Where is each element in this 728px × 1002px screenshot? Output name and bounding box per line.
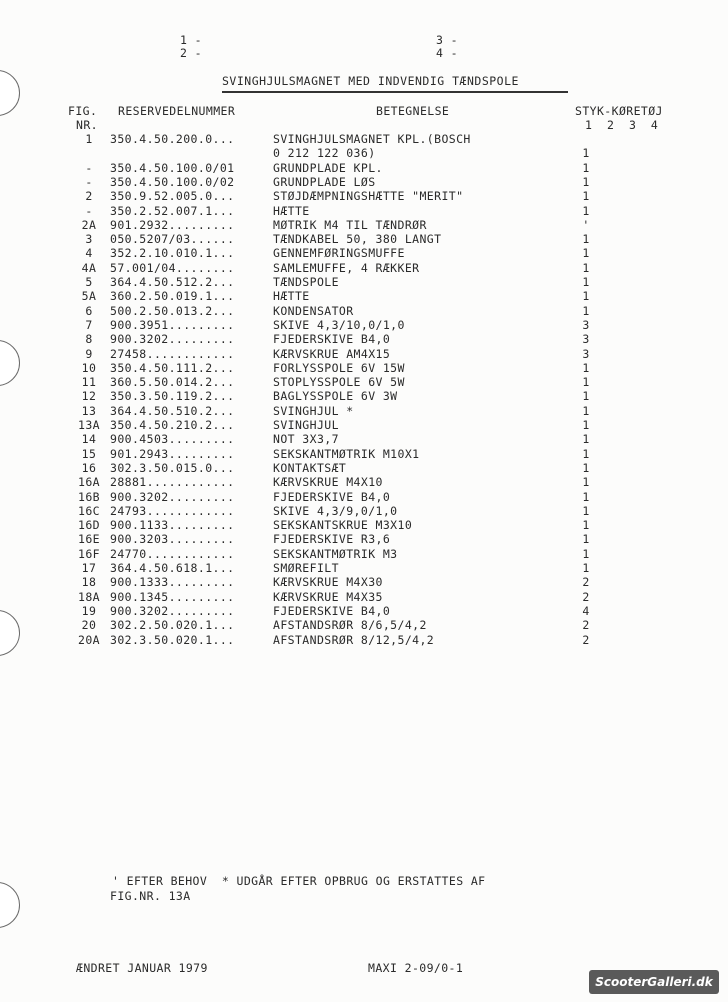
quantity: 1 [582, 246, 590, 261]
fig-number: 11 [81, 375, 97, 390]
fig-number: 8 [85, 332, 93, 347]
header-quantity: STYK-KØRETØJ [575, 104, 663, 118]
watermark-logo: ScooterGalleri.dk [589, 970, 719, 994]
fig-number: 7 [85, 317, 93, 332]
quantity: 1 [582, 418, 590, 432]
quantity: 2 [582, 632, 590, 647]
description: SKIVE 4,3/10,0/1,0 [273, 317, 405, 332]
part-number: 350.2.52.007.1... [110, 203, 235, 218]
description: FORLYSSPOLE 6V 15W [273, 360, 405, 375]
description: KÆRVSKRUE M4X30 [273, 575, 383, 590]
quantity: 1 [582, 389, 590, 404]
fig-number: 20A [78, 632, 100, 647]
quantity: 1 [582, 360, 590, 375]
table-row [0, 232, 728, 246]
page-title: SVINGHJULSMAGNET MED INDVENDIG TÆNDSPOLE [222, 74, 519, 88]
part-number: 302.3.50.015.0... [110, 460, 235, 475]
part-number: 350.4.50.111.2... [110, 360, 235, 375]
fig-number: 3 [85, 232, 93, 247]
part-number: 350.4.50.100.0/02 [110, 174, 235, 189]
description: SEKSKANTMØTRIK M3 [273, 546, 398, 561]
fig-number: 2A [81, 217, 97, 232]
part-number: 900.3202......... [110, 489, 235, 504]
table-row [0, 189, 728, 203]
table-row [0, 561, 728, 575]
description: STOPLYSSPOLE 6V 5W [273, 375, 405, 390]
fig-number: 16D [78, 518, 100, 533]
fig-number: 18 [81, 575, 97, 590]
footer-doc-code: MAXI 2-09/0-1 [368, 961, 464, 975]
table-row [0, 175, 728, 189]
table-row [0, 504, 728, 518]
part-number: 900.3202......... [110, 603, 235, 618]
quantity: 1 [582, 275, 590, 289]
quantity: 1 [582, 432, 590, 447]
quantity: 1 [582, 375, 590, 390]
table-row [0, 318, 728, 332]
header-fig-nr: NR. [76, 118, 98, 132]
part-number: 050.5207/03...... [110, 232, 235, 247]
table-row [0, 590, 728, 604]
part-number: 360.2.50.019.1... [110, 289, 235, 304]
table-row [0, 547, 728, 561]
part-number: 27458............ [110, 346, 235, 361]
fig-number: 13 [81, 403, 97, 418]
part-number: 364.4.50.510.2... [110, 403, 235, 418]
description: FJEDERSKIVE B4,0 [273, 332, 391, 347]
quantity: 1 [582, 160, 590, 175]
quantity: 1 [582, 503, 590, 518]
table-row [0, 404, 728, 418]
table-row [0, 490, 728, 504]
fig-number: 16B [78, 489, 100, 504]
table-row [0, 361, 728, 375]
punch-hole [0, 882, 20, 928]
fig-number: 15 [81, 446, 97, 461]
part-number: 57.001/04........ [110, 260, 235, 275]
table-row [0, 618, 728, 632]
quantity: 1 [582, 403, 590, 418]
description: STØJDÆMPNINGSHÆTTE "MERIT" [273, 189, 464, 204]
fig-number: 16 [81, 460, 97, 475]
quantity: 2 [582, 575, 590, 590]
part-number: 350.4.50.100.0/01 [110, 160, 235, 175]
table-row [0, 246, 728, 260]
quantity: 1 [582, 189, 590, 204]
fig-number: 6 [85, 303, 93, 318]
part-number: 360.5.50.014.2... [110, 375, 235, 390]
table-row [0, 347, 728, 361]
description: FJEDERSKIVE B4,0 [273, 489, 391, 504]
table-row [0, 204, 728, 218]
punch-hole [0, 70, 20, 116]
quantity: 2 [582, 618, 590, 633]
fig-number: 2 [85, 189, 93, 204]
quantity: 1 [582, 174, 590, 189]
description: SAMLEMUFFE, 4 RÆKKER [273, 260, 420, 275]
part-number: 302.2.50.020.1... [110, 618, 235, 633]
description: TÆNDKABEL 50, 380 LANGT [273, 232, 442, 247]
footnote-line-1: ' EFTER BEHOV * UDGÅR EFTER OPBRUG OG ERSTATTES AF [112, 874, 486, 888]
fig-number: 5 [85, 275, 93, 289]
description: SVINGHJUL [273, 418, 339, 432]
quantity: 1 [582, 232, 590, 247]
part-number: 900.3202......... [110, 332, 235, 347]
quantity: 1 [582, 546, 590, 561]
part-number: 28881............ [110, 475, 235, 490]
table-row [0, 332, 728, 346]
description: AFSTANDSRØR 8/12,5/4,2 [273, 632, 435, 647]
quantity: 1 [582, 532, 590, 547]
footnote-line-2: FIG.NR. 13A [110, 889, 191, 903]
page-ref-3: 3 - [436, 33, 458, 47]
page-ref-1: 1 - [180, 33, 202, 47]
table-row [0, 532, 728, 546]
part-number: 500.2.50.013.2... [110, 303, 235, 318]
description: NOT 3X3,7 [273, 432, 339, 447]
quantity: 1 [582, 475, 590, 490]
quantity: ' [582, 217, 590, 232]
header-description: BETEGNELSE [376, 104, 450, 118]
table-row [0, 275, 728, 289]
description: GRUNDPLADE LØS [273, 174, 376, 189]
description: AFSTANDSRØR 8/6,5/4,2 [273, 618, 427, 633]
description: SKIVE 4,3/9,0/1,0 [273, 503, 398, 518]
fig-number: 13A [78, 418, 100, 432]
description: BAGLYSSPOLE 6V 3W [273, 389, 398, 404]
part-number: 364.4.50.618.1... [110, 561, 235, 575]
description: KONDENSATOR [273, 303, 354, 318]
quantity: 1 [582, 489, 590, 504]
part-number: 900.4503......... [110, 432, 235, 447]
description: SMØREFILT [273, 561, 339, 575]
table-row [0, 432, 728, 446]
quantity: 1 [582, 289, 590, 304]
quantity: 1 [582, 518, 590, 533]
part-number: 900.1333......... [110, 575, 235, 590]
quantity: 1 [582, 446, 590, 461]
fig-number: - [85, 203, 93, 218]
description: GRUNDPLADE KPL. [273, 160, 383, 175]
fig-number: - [85, 160, 93, 175]
title-underline [222, 91, 568, 93]
description: SVINGHJUL * [273, 403, 354, 418]
fig-number: 4 [85, 246, 93, 261]
part-number: 350.3.50.119.2... [110, 389, 235, 404]
description: HÆTTE [273, 289, 310, 304]
description: KÆRVSKRUE M4X35 [273, 589, 383, 604]
part-number: 901.2932......... [110, 217, 235, 232]
part-number: 350.4.50.210.2... [110, 418, 235, 432]
part-number: 364.4.50.512.2... [110, 275, 235, 289]
quantity: 1 [582, 561, 590, 575]
header-part-number: RESERVEDELNUMMER [118, 104, 236, 118]
quantity: 1 [582, 146, 590, 161]
header-fig: FIG. [68, 104, 98, 118]
table-row [0, 261, 728, 275]
description: HÆTTE [273, 203, 310, 218]
fig-number: 16F [78, 546, 100, 561]
quantity: 3 [582, 317, 590, 332]
table-row [0, 418, 728, 432]
table-row [0, 575, 728, 589]
description: SVINGHJULSMAGNET KPL.(BOSCH [273, 132, 471, 146]
part-number: 350.4.50.200.0... [110, 132, 235, 146]
fig-number: 16A [78, 475, 100, 490]
footer-changed-date: ÆNDRET JANUAR 1979 [76, 961, 208, 975]
description: MØTRIK M4 TIL TÆNDRØR [273, 217, 427, 232]
fig-number: 16E [78, 532, 100, 547]
fig-number: 18A [78, 589, 100, 604]
header-vehicle-columns: 1 2 3 4 [585, 118, 659, 132]
table-row [0, 289, 728, 303]
quantity: 1 [582, 260, 590, 275]
fig-number: 10 [81, 360, 97, 375]
part-number: 302.3.50.020.1... [110, 632, 235, 647]
quantity: 1 [582, 460, 590, 475]
table-row [0, 518, 728, 532]
description: KÆRVSKRUE AM4X15 [273, 346, 391, 361]
fig-number: 4A [81, 260, 97, 275]
table-row [0, 132, 728, 146]
part-number: 350.9.52.005.0... [110, 189, 235, 204]
description: GENNEMFØRINGSMUFFE [273, 246, 405, 261]
table-row [0, 475, 728, 489]
table-row [0, 146, 728, 160]
quantity: 4 [582, 603, 590, 618]
page-ref-4: 4 - [436, 46, 458, 60]
description: SEKSKANTSKRUE M3X10 [273, 518, 413, 533]
description: SEKSKANTMØTRIK M10X1 [273, 446, 420, 461]
fig-number: 16C [78, 503, 100, 518]
description: FJEDERSKIVE B4,0 [273, 603, 391, 618]
table-row [0, 633, 728, 647]
table-row [0, 461, 728, 475]
table-row [0, 447, 728, 461]
quantity: 3 [582, 332, 590, 347]
part-number: 900.3203......... [110, 532, 235, 547]
description: TÆNDSPOLE [273, 275, 339, 289]
fig-number: 19 [81, 603, 97, 618]
table-row [0, 161, 728, 175]
quantity: 1 [582, 303, 590, 318]
fig-number: 20 [81, 618, 97, 633]
table-row [0, 218, 728, 232]
part-number: 24770............ [110, 546, 235, 561]
table-row [0, 304, 728, 318]
table-row [0, 375, 728, 389]
fig-number: 12 [81, 389, 97, 404]
description: FJEDERSKIVE R3,6 [273, 532, 391, 547]
description: KONTAKTSÆT [273, 460, 347, 475]
quantity: 2 [582, 589, 590, 604]
part-number: 352.2.10.010.1... [110, 246, 235, 261]
description: KÆRVSKRUE M4X10 [273, 475, 383, 490]
table-row [0, 389, 728, 403]
fig-number: 5A [81, 289, 97, 304]
part-number: 901.2943......... [110, 446, 235, 461]
table-row [0, 604, 728, 618]
fig-number: - [85, 174, 93, 189]
quantity: 3 [582, 346, 590, 361]
part-number: 24793............ [110, 503, 235, 518]
fig-number: 17 [81, 561, 97, 575]
part-number: 900.1133......... [110, 518, 235, 533]
fig-number: 9 [85, 346, 93, 361]
part-number: 900.3951......... [110, 317, 235, 332]
fig-number: 1 [85, 132, 93, 146]
description: 0 212 122 036) [273, 146, 376, 161]
fig-number: 14 [81, 432, 97, 447]
page-ref-2: 2 - [180, 46, 202, 60]
quantity: 1 [582, 203, 590, 218]
part-number: 900.1345......... [110, 589, 235, 604]
